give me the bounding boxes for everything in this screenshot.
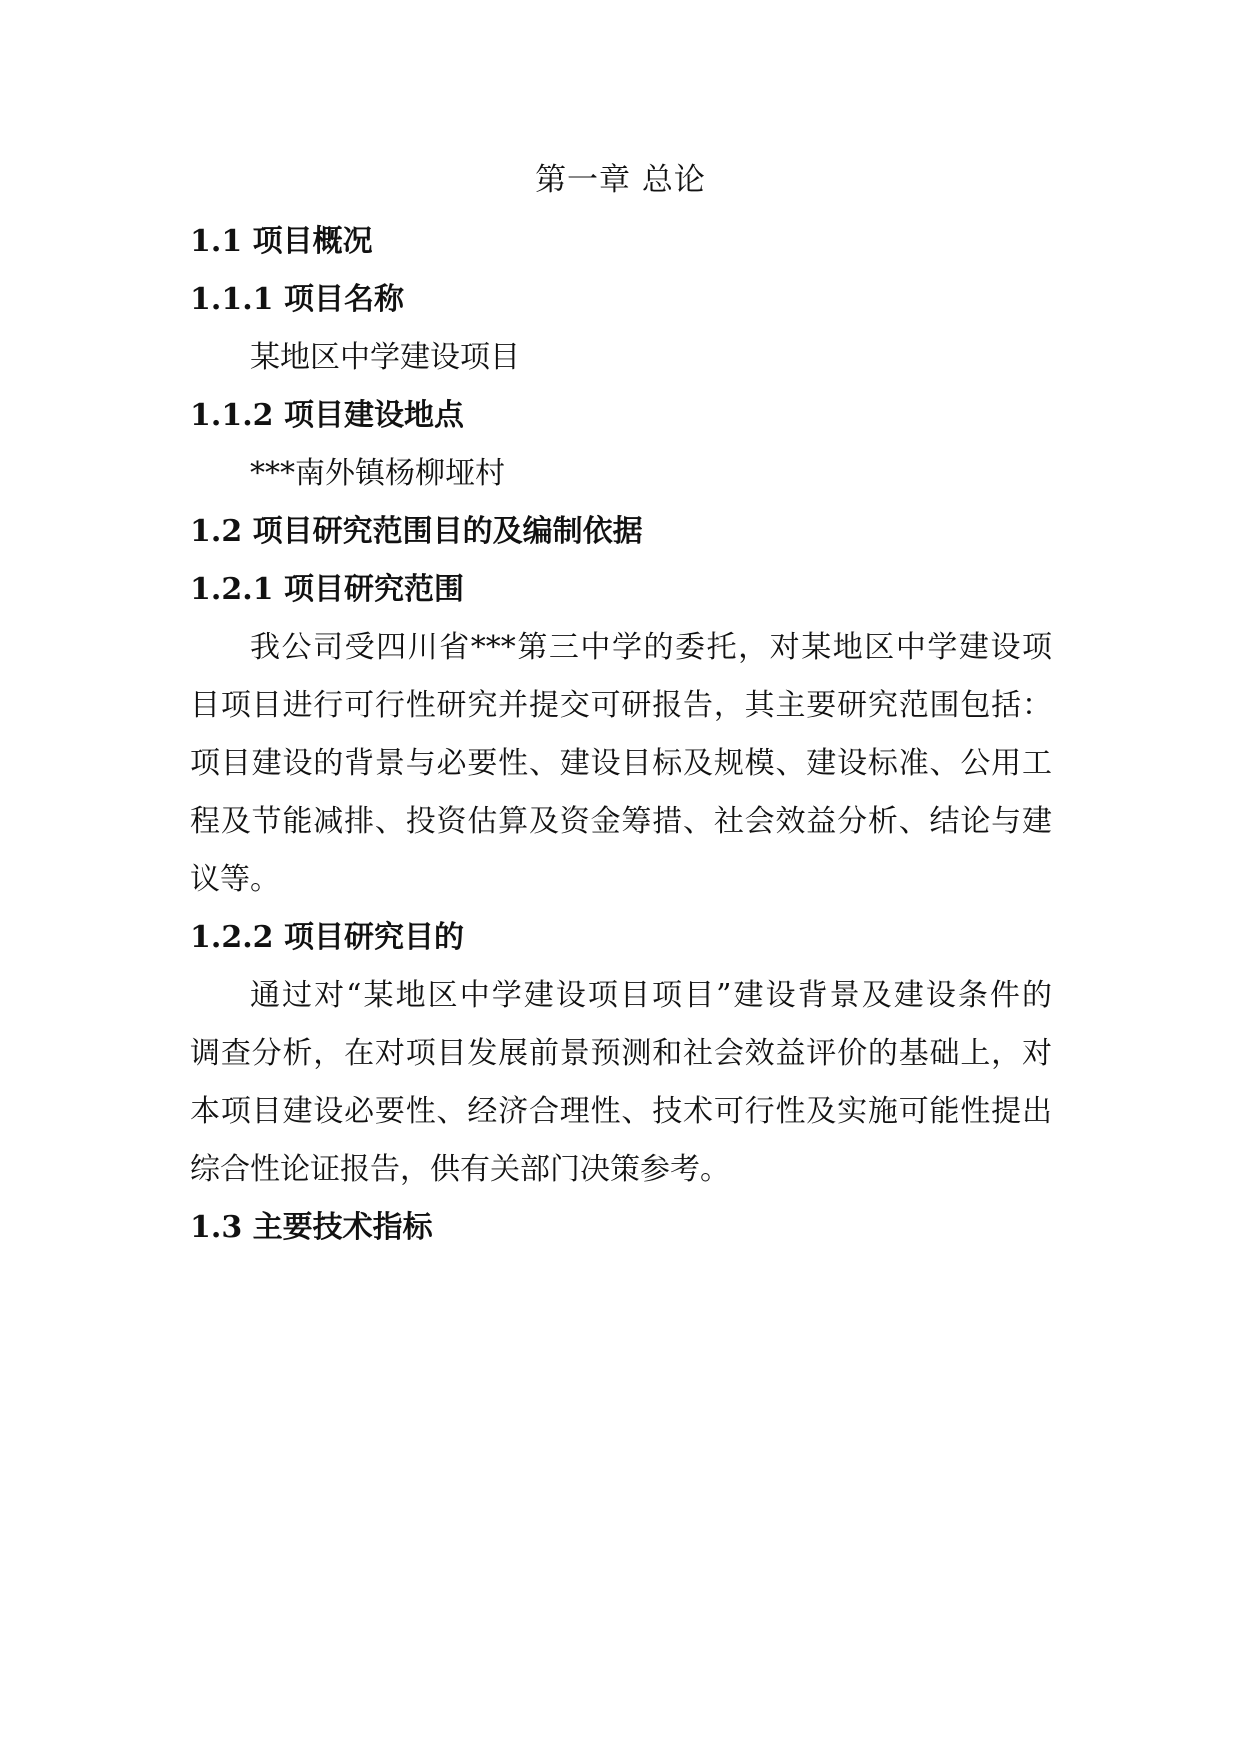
section-heading-1-1: 1.1 项目概况 (190, 224, 373, 259)
purpose-paragraph-line: 通过对“某地区中学建设项目项目”建设背景及建设条件的 (250, 978, 1052, 1013)
chapter-title: 第一章 总论 (535, 162, 706, 198)
section-heading-1-3: 1.3 主要技术指标 (190, 1210, 433, 1245)
section-heading-1-2-2: 1.2.2 项目研究目的 (190, 920, 464, 955)
scope-paragraph-line: 议等。 (190, 862, 280, 897)
purpose-paragraph-line: 综合性论证报告，供有关部门决策参考。 (190, 1152, 730, 1187)
section-heading-1-2-1: 1.2.1 项目研究范围 (190, 572, 464, 607)
section-heading-1-1-2: 1.1.2 项目建设地点 (190, 398, 464, 433)
section-heading-1-2: 1.2 项目研究范围目的及编制依据 (190, 514, 643, 549)
purpose-paragraph-line: 本项目建设必要性、经济合理性、技术可行性及实施可能性提出 (190, 1094, 1052, 1129)
project-name-text: 某地区中学建设项目 (250, 340, 520, 375)
scope-paragraph-line: 目项目进行可行性研究并提交可研报告，其主要研究范围包括： (190, 688, 1052, 723)
scope-paragraph-line: 程及节能减排、投资估算及资金筹措、社会效益分析、结论与建 (190, 804, 1052, 839)
purpose-paragraph-line: 调查分析，在对项目发展前景预测和社会效益评价的基础上，对 (190, 1036, 1052, 1071)
scope-paragraph-line: 我公司受四川省***第三中学的委托，对某地区中学建设项 (250, 630, 1052, 665)
project-location-text: ***南外镇杨柳垭村 (250, 456, 505, 491)
scope-paragraph-line: 项目建设的背景与必要性、建设目标及规模、建设标准、公用工 (190, 746, 1052, 781)
section-heading-1-1-1: 1.1.1 项目名称 (190, 282, 404, 317)
